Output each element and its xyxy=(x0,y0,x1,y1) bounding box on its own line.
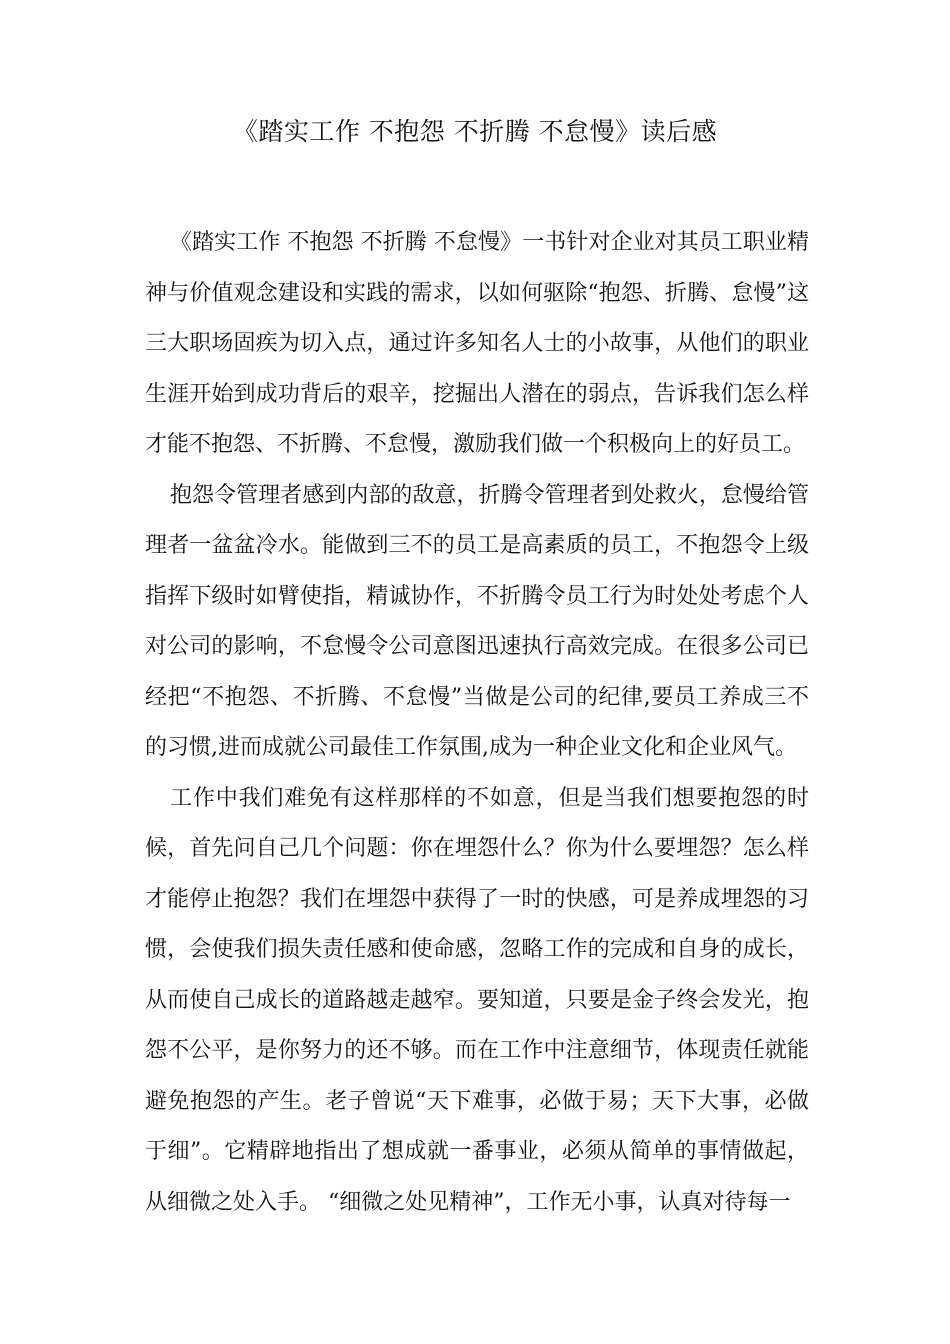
paragraph-3: 工作中我们难免有这样那样的不如意，但是当我们想要抱怨的时候，首先问自己几个问题：你在埋怨什么？你为什么要埋怨？怎么样才能停止抱怨？我们在埋怨中获得了一时的快感，可是养成埋怨的习惯，会使我们损失责任感和使命感，忽略工作的完成和自身的成长，从而使自己成长的道路越走越窄。要知道，只要是金子终会发光，抱怨不公平，是你努力的还不够。而在工作中注意细节，体现责任就能避免抱怨的产生。老子曾说“天下难事，必做于易；天下大事，必做于细”。它精辟地指出了想成就一番事业，必须从简单的事情做起，从细微之处入手。 “细微之处见精神”，工作无小事，认真对待每一 xyxy=(145,785,809,1215)
document-body xyxy=(145,218,809,1228)
paragraph-2: 抱怨令管理者感到内部的敌意，折腾令管理者到处救火，怠慢给管理者一盆盆冷水。能做到三不的员工是高素质的员工，不抱怨令上级指挥下级时如臂使指，精诚协作，不折腾令员工行为时处处考虑个人对公司的影响，不怠慢令公司意图迅速执行高效完成。在很多公司已经把“不抱怨、不折腾、不怠慢”当做是公司的纪律,要员工养成三不的习惯,进而成就公司最佳工作氛围,成为一种企业文化和企业风气。 xyxy=(145,482,809,760)
paragraph-1: 《踏实工作 不抱怨 不折腾 不怠慢》一书针对企业对其员工职业精神与价值观念建设和实践的需求，以如何驱除“抱怨、折腾、怠慢”这三大职场固疾为切入点，通过许多知名人士的小故事，从他们的职业生涯开始到成功背后的艰辛，挖掘出人潜在的弱点，告诉我们怎么样才能不抱怨、不折腾、不怠慢，激励我们做一个积极向上的好员工。 xyxy=(145,230,809,457)
document-title: 《踏实工作 不抱怨 不折腾 不怠慢》读后感 xyxy=(232,117,718,146)
